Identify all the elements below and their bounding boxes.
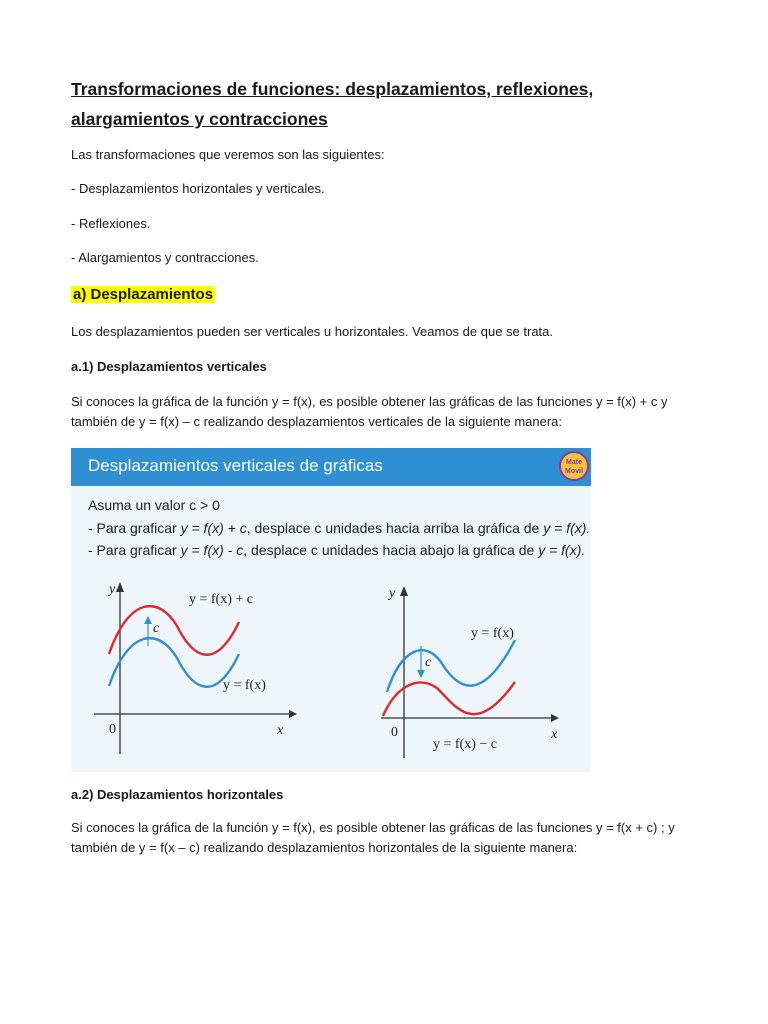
origin-label: 0 bbox=[109, 722, 116, 737]
y-axis-label: y bbox=[389, 586, 396, 601]
y-axis-arrow bbox=[116, 582, 124, 592]
upper-curve-label: y = f(x) + c bbox=[189, 592, 253, 607]
rule-formula: y = f(x). bbox=[543, 520, 591, 536]
section-a-text: Los desplazamientos pueden ser verticales u horizontales. Veamos de que se trata. bbox=[71, 324, 554, 339]
figure-rule bbox=[88, 541, 585, 559]
page-title: Transformaciones de funciones: desplazamientos, reflexiones, alargamientos y contracciones bbox=[71, 79, 594, 129]
shift-arrow-head bbox=[417, 670, 425, 678]
figure-rule bbox=[88, 519, 590, 537]
origin-label: 0 bbox=[391, 725, 398, 740]
figure-note: Asuma un valor c > 0 bbox=[88, 497, 220, 513]
upper-curve-label: y = f(x) bbox=[471, 626, 514, 641]
lower-curve-label: y = f(x) bbox=[223, 678, 266, 693]
shift-label: c bbox=[153, 621, 160, 636]
subsection-heading: a.2) Desplazamientos horizontales bbox=[71, 787, 284, 802]
base-curve bbox=[387, 640, 515, 692]
rule-formula: y = f(x) + c bbox=[180, 520, 247, 536]
figure-header bbox=[71, 448, 591, 486]
intro-text: Las transformaciones que veremos son las siguientes: bbox=[71, 147, 385, 162]
right-graph bbox=[379, 576, 589, 766]
y-axis-arrow bbox=[400, 586, 408, 596]
rule-formula: y = f(x). bbox=[538, 542, 586, 558]
left-graph bbox=[89, 576, 299, 766]
shift-label: c bbox=[425, 655, 432, 670]
x-axis-arrow bbox=[551, 714, 559, 722]
figure-title: Desplazamientos verticales de gráficas bbox=[88, 456, 383, 475]
x-axis-label: x bbox=[277, 723, 284, 738]
rule-text: - Para graficar bbox=[88, 520, 181, 536]
shifted-down-curve bbox=[383, 682, 515, 716]
list-item: - Reflexiones. bbox=[71, 216, 151, 231]
section-heading bbox=[71, 285, 215, 305]
base-curve bbox=[109, 638, 239, 687]
section-a-title: a) Desplazamientos bbox=[73, 286, 214, 303]
rule-text: , desplace c unidades hacia abajo la gráfica de bbox=[243, 542, 539, 558]
y-axis-label: y bbox=[109, 582, 116, 597]
paragraph-line: Si conoces la gráfica de la función y = f(x), es posible obtener las gráficas de las funciones y = f(x + c) ; y bbox=[71, 820, 675, 835]
lower-curve-label: y = f(x) − c bbox=[433, 737, 497, 752]
rule-text: - Para graficar bbox=[88, 542, 181, 558]
vertical-shift-figure bbox=[71, 448, 591, 772]
subsection-heading: a.1) Desplazamientos verticales bbox=[71, 359, 267, 374]
paragraph-line: también de y = f(x) – c realizando desplazamientos verticales de la siguiente manera: bbox=[71, 414, 563, 429]
rule-formula: y = f(x) - c bbox=[180, 542, 244, 558]
paragraph-line: Si conoces la gráfica de la función y = f(x), es posible obtener las gráficas de las funciones y = f(x) + c y bbox=[71, 394, 668, 409]
list-item: - Alargamientos y contracciones. bbox=[71, 250, 259, 265]
rule-text: , desplace c unidades hacia arriba la gráfica de bbox=[246, 520, 544, 536]
x-axis-label: x bbox=[551, 727, 558, 742]
x-axis-arrow bbox=[289, 710, 297, 718]
brand-logo: Mate Movil bbox=[559, 451, 589, 481]
paragraph-line: también de y = f(x – c) realizando desplazamientos horizontales de la siguiente manera: bbox=[71, 840, 578, 855]
list-item: - Desplazamientos horizontales y verticales. bbox=[71, 181, 325, 196]
shift-arrow-head bbox=[144, 616, 152, 624]
